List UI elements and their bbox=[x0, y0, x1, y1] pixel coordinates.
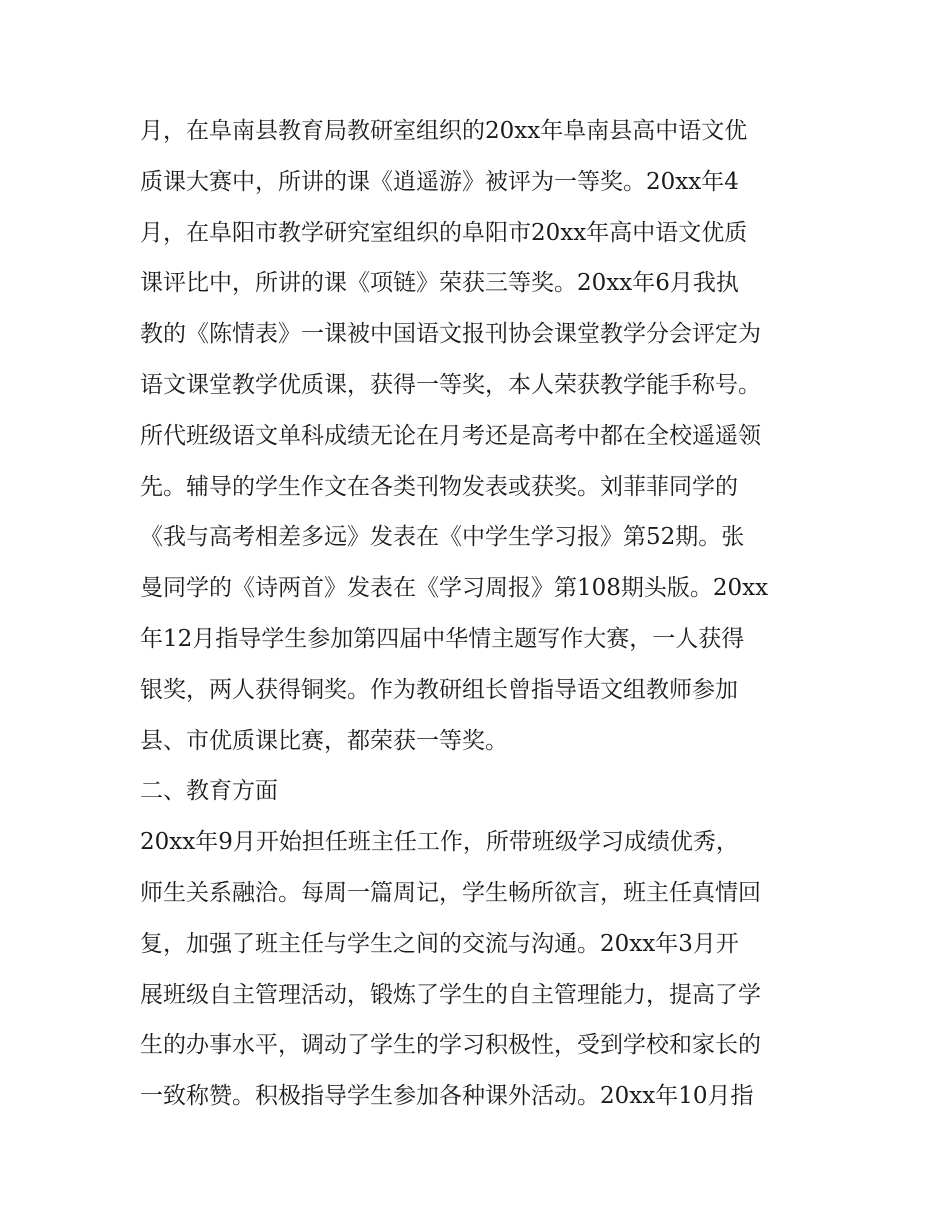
text-line-5: 教的《陈情表》一课被中国语文报刊协会课堂教学分会评定为 bbox=[140, 321, 761, 348]
text-line-13: 县、市优质课比赛，都荣获一等奖。 bbox=[140, 727, 508, 754]
text-line-4: 课评比中，所讲的课《项链》荣获三等奖。20xx年6月我执 bbox=[140, 270, 739, 297]
text-line-2: 质课大赛中，所讲的课《逍遥游》被评为一等奖。20xx年4 bbox=[140, 168, 739, 195]
text-line-8: 先。辅导的学生作文在各类刊物发表或获奖。刘菲菲同学的 bbox=[140, 473, 738, 500]
text-line-20: 一致称赞。积极指导学生参加各种课外活动。20xx年10月指 bbox=[140, 1083, 754, 1110]
section-heading: 二、教育方面 bbox=[140, 778, 278, 805]
text-line-9: 《我与高考相差多远》发表在《中学生学习报》第52期。张 bbox=[140, 524, 745, 551]
text-line-15: 20xx年9月开始担任班主任工作，所带班级学习成绩优秀， bbox=[140, 829, 739, 856]
text-line-7: 所代班级语文单科成绩无论在月考还是高考中都在全校遥遥领 bbox=[140, 422, 761, 449]
body-text bbox=[140, 106, 830, 1122]
text-line-16: 师生关系融洽。每周一篇周记，学生畅所欲言，班主任真情回 bbox=[140, 879, 761, 906]
text-line-18: 展班级自主管理活动，锻炼了学生的自主管理能力，提高了学 bbox=[140, 981, 761, 1008]
text-line-10: 曼同学的《诗两首》发表在《学习周报》第108期头版。20xx bbox=[140, 575, 769, 602]
text-line-12: 银奖，两人获得铜奖。作为教研组长曾指导语文组教师参加 bbox=[140, 676, 738, 703]
text-line-3: 月，在阜阳市教学研究室组织的阜阳市20xx年高中语文优质 bbox=[140, 219, 748, 246]
text-line-19: 生的办事水平，调动了学生的学习积极性，受到学校和家长的 bbox=[140, 1032, 761, 1059]
text-line-11: 年12月指导学生参加第四届中华情主题写作大赛，一人获得 bbox=[140, 625, 745, 652]
text-line-17: 复，加强了班主任与学生之间的交流与沟通。20xx年3月开 bbox=[140, 930, 739, 957]
text-line-1: 月，在阜南县教育局教研室组织的20xx年阜南县高中语文优 bbox=[140, 118, 748, 144]
text-line-6: 语文课堂教学优质课，获得一等奖，本人荣获教学能手称号。 bbox=[140, 371, 761, 398]
